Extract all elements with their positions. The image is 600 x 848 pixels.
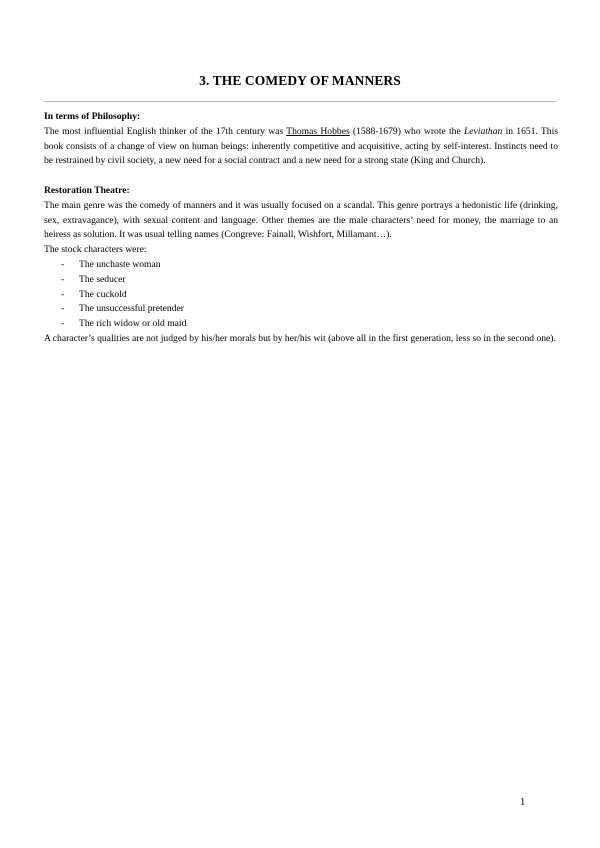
bullet-dash: - [61,303,65,315]
bullet-dash: - [61,273,65,285]
author-name: Thomas Hobbes [286,125,350,137]
page-title: 3. THE COMEDY OF MANNERS [199,73,401,88]
list-item-text: The cuckold [79,288,127,300]
document-body [44,110,558,347]
section-spacer [44,169,558,184]
section-heading-restoration: Restoration Theatre: [44,184,130,196]
list-item-text: The unchaste woman [79,258,161,270]
stock-characters-list [44,258,558,332]
restoration-paragraph: The main genre was the comedy of manners and it was usually focused on a scandal. This genre portrays a hedonistic life (drinking, sex, extravagance), with sexual content and language. Other themes are the male characters’ need for money, the marriage to an heiress as solution. It was usual telling names (Congreve: Fainall, Wishfort, Millamant…). [44,199,558,241]
closing-paragraph: A character’s qualities are not judged by his/her morals but by her/his wit (above all in the first generation, less so in the second one). [44,332,556,344]
list-item [44,302,558,317]
section-heading-philosophy: In terms of Philosophy: [44,111,141,122]
page-number: 1 [520,797,526,808]
list-item [44,258,558,273]
list-item-text: The rich widow or old maid [79,318,187,330]
list-item-text: The seducer [79,273,126,285]
bullet-dash: - [61,318,65,330]
philosophy-paragraph [44,125,558,169]
title-divider [44,101,556,102]
philosophy-text-rest: in 1651. This book consists of a change of view on human beings: inherently competitive and acquisitive, acting by self-interest. Instincts need to be restrained by civil society, a new need for a social contract and a new need for a strong state (King and Church). [44,125,558,167]
stock-characters-intro: The stock characters were: [44,244,147,256]
bullet-dash: - [61,258,65,270]
list-item [44,317,558,332]
list-item [44,288,558,303]
book-title: Leviathan [463,125,503,137]
list-item [44,273,558,288]
philosophy-text-middle: (1588-1679) who wrote the [349,125,464,137]
philosophy-text-start: The most influential English thinker of the 17th century was [44,125,287,137]
list-item-text: The unsuccessful pretender [79,303,184,315]
bullet-dash: - [61,288,65,300]
